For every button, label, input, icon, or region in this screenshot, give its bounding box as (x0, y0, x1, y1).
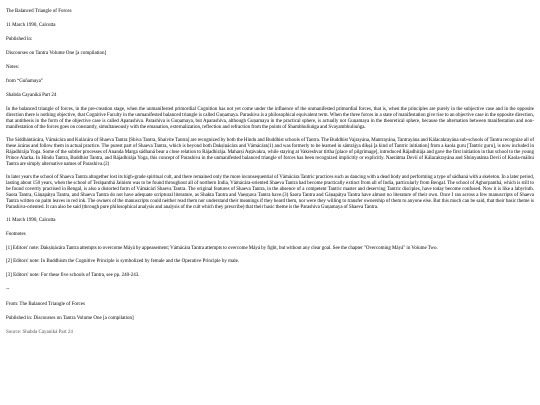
closing-date: 11 March 1990, Calcutta (6, 218, 56, 223)
notes-label: Notes: (6, 65, 20, 70)
footnotes-heading: Footnotes (6, 232, 26, 237)
body-paragraph: In the balanced triangle of forces, in the pre-creation stage, when the unmanifested primordial Cognition has not yet come under the influence of the unmanifested primordial forces, that is, when the principles are purely in the subjective case and in the opposite direction there is nothing objective, that Cognitive Faculty in the unmanifested balanced triangle is called Guṇamaya. Parashiva is a philosophical equivalent term. When the three forces in a state of manifestation give rise to an objective case in the opposite direction, that antithesis in the form of the objective case is called Aparashiva. Parashiva is Guṇamaya, but Aparashiva, although Guṇamaya in the practical sphere, is actually not Guṇamaya in the theoretical sphere, because the alternation between manifestation and non-manifestation of the forces goes on constantly, simultaneously with the emanation, externalization, reflection and refraction from the points of Shambhuliuṅga and Svayambhuliuṅga. (6, 107, 534, 130)
date-location: 11 March 1990, Calcutta (6, 23, 56, 28)
body-paragraph: In later years the school of Shaeva Tantra altogether lost its high-grade spiritual cult, and there remained only the more inconsequential of Vámácára Tantric practices such as dancing with a dead body and performing a type of sádhaná with a skeleton. In a later period, lasting about 150 years, when the school of Terápanthá Jainism was to be found throughout all of northern India, Vámácára-oriented Shaeva Tantra had become practically extinct from all of India, particularly from Bengal. The school of Aghorpanthá, which is still to be found covertly practised in Bengal, is also a distorted form of Vámácárí Shaeva Tantra. The original features of Shaeva Tantra, in the absence of a competent Tantric master and deserving Tantric disciples, have today become confused. Now it is like a labyrinth. Saora Tantra, Gáṇapátya Tantra, and Shaeva Tantra do not have adequate scriptural literature, as Shakta Tantra and Vaeṣṇava Tantra have.(3) Saora Tantra and Gáṇapátya Tantra have almost no literature of their own. Once I ran across a few manuscripts of Shaeva Tantra written on palm leaves in red ink. The owners of the manuscripts could neither read them nor understand their meanings if they heard them, nor were they willing to transfer ownership of them to anyone else. But this much can be said, that their basic theme is Parashiva-oriented. It can also be said (through pure philosophical analysis and analysis of the cult which they prescribe) that their basic theme is the Parashiva Guṇamaya of Shaeva Tantra. (6, 175, 534, 210)
from-label: from “Guñamaya” (6, 79, 44, 84)
citation-source: Source: Shabda Cayaniká Part 24 (6, 330, 73, 335)
citation-from: From: The Balanced Triangle of Forces (6, 302, 85, 307)
publication-name: Discourses on Tantra Volume One [a compilation] (6, 51, 107, 56)
footnote-item: [1] Editors' note: Dakṣiṇácára Tantra attempts to overcome Máyá by appeasement; Vámácára Tantra attempts to overcome Máyá by fight, but without any clear goal. See the chapter "Overcoming Máyá" in Volume Two. (6, 246, 438, 251)
separator: -- (6, 287, 10, 292)
body-paragraph: The Siddhántácára, Vámácára and Kulácára of Shaeva Tantra [Shiva Tantra, Shaivite Tantra] are recognized by both the Hindu and Buddhist schools of Tantra. The Buddhist Vajrayána, Mantrayána, Tantrayána and Kálacakrayána sub-schools of Tantra recognize all of these ácáras and follow them in actual practice. The purest part of Shaeva Tantra, which is beyond both Dakṣiṇácára and Vámácára(1) and was formerly to be learned in sámrájya díkṣá [a kind of Tantric initiation] from a kaola guru [Tantric guru], is now included in Rájadhirája Yoga. Some of the subtler processes of Ananda Marga sádhaná bear a close relation to Rájadhirája. Maharṣi Aṣṭávakra, while staying at Vakreshvar tírtha [place of pilgrimage], introduced Rájadhirája and gave the first initiation in that school to the young Prince Alarka. In Hindu Tantra, Buddhist Tantra, and Rájadhirája Yoga, this concept of Parashiva in the unmanifested balanced triangle of forces has been recognized implicitly or explicitly. Naerátma Devií of Kálacakrayána and Shúnyatáma Devií of Kaola-málini Tantra are simply alternative names of Parashiva.(2) (6, 138, 534, 167)
document-title: The Balanced Triangle of Forces (6, 9, 72, 14)
citation-published: Published in: Discourses on Tantra Volume One [a compilation] (6, 316, 134, 321)
source-label: Shabda Cayaniká Part 24 (6, 93, 57, 98)
published-in-label: Published in: (6, 37, 33, 42)
footnote-item: [2] Editors' note: In Buddhism the Cognitive Principle is symbolized by female and the Operative Principle by male. (6, 259, 240, 264)
footnote-item: [3] Editors' note: For these five schools of Tantra, see pp. 240-243. (6, 273, 140, 278)
